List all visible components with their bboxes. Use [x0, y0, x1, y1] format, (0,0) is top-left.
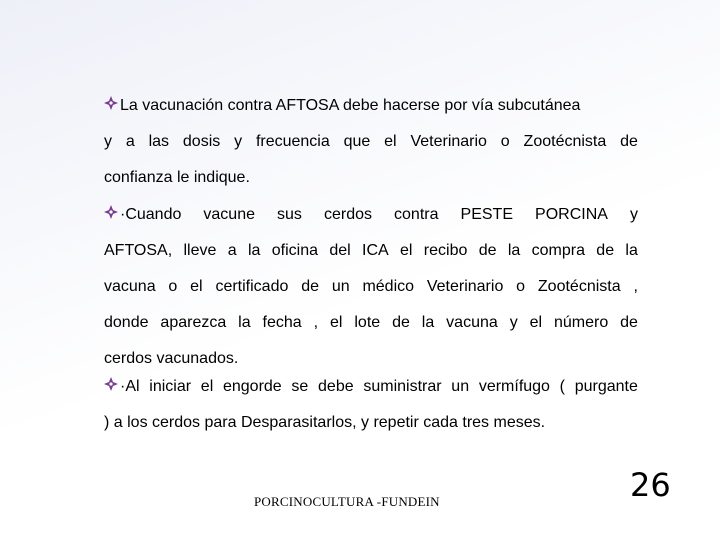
page-number: 26	[630, 466, 671, 504]
line-text: ) a los cerdos para Desparasitarlos, y repetir cada tres meses.	[104, 414, 546, 431]
word: ,	[313, 314, 319, 331]
word: un	[451, 378, 470, 395]
word: el	[400, 242, 413, 259]
diamond-bullet-icon	[104, 377, 118, 391]
word: la	[247, 242, 261, 259]
diamond-bullet-icon	[104, 96, 118, 110]
word: de	[478, 242, 497, 259]
text-line	[104, 405, 638, 441]
text-line	[104, 88, 638, 124]
word: Zootécnista	[523, 133, 607, 150]
word: frecuencia	[255, 133, 330, 150]
text-line	[104, 369, 638, 405]
word: número	[553, 314, 609, 331]
word: aparezca	[160, 314, 227, 331]
word: la	[421, 314, 435, 331]
word: las	[148, 133, 170, 150]
line-text	[120, 197, 638, 233]
line-text	[120, 369, 638, 405]
word: o	[168, 278, 178, 295]
word: y	[509, 314, 518, 331]
word: médico	[362, 278, 415, 295]
word: PESTE	[460, 206, 513, 223]
word: o	[500, 133, 510, 150]
word: cerdos	[323, 206, 372, 223]
word: AFTOSA,	[104, 242, 173, 259]
diamond-bullet-icon	[104, 205, 118, 219]
text-line	[104, 124, 638, 160]
word: Zootécnista	[537, 278, 621, 295]
word: la	[625, 242, 638, 259]
word: engorde	[222, 378, 282, 395]
word: vermífugo	[478, 378, 550, 395]
word: el	[200, 378, 214, 395]
word: que	[343, 133, 371, 150]
word: o	[516, 278, 526, 295]
word: de	[620, 314, 638, 331]
word: debe	[318, 378, 354, 395]
word: oficina	[271, 242, 318, 259]
word: la	[238, 314, 251, 331]
word: suministrar	[363, 378, 442, 395]
word: lleve	[183, 242, 217, 259]
word: dosis	[182, 133, 221, 150]
word: vacuna	[446, 314, 498, 331]
word: la	[507, 242, 521, 259]
word: Veterinario	[426, 278, 504, 295]
word: ·Cuando	[120, 206, 182, 223]
word: a	[125, 133, 135, 150]
word: donde	[104, 314, 149, 331]
word: PORCINA	[535, 206, 608, 223]
word: de	[301, 278, 319, 295]
footer-text: PORCINOCULTURA -FUNDEIN	[254, 494, 440, 509]
line-text: La vacunación contra AFTOSA debe hacerse por vía subcutánea	[120, 97, 581, 114]
word: se	[291, 378, 309, 395]
word: vacune	[203, 206, 255, 223]
word: Veterinario	[410, 133, 487, 150]
word: vacuna	[104, 278, 156, 295]
paragraph-peste-porcina	[104, 197, 638, 377]
word: el	[529, 314, 543, 331]
word: el	[384, 133, 397, 150]
text-line	[104, 305, 638, 341]
word: y	[629, 206, 638, 223]
word: contra	[394, 206, 439, 223]
word: y	[104, 133, 112, 150]
word: a	[227, 242, 237, 259]
word: ·Al	[120, 378, 140, 395]
word: el	[329, 314, 343, 331]
paragraph-vacunacion-aftosa	[104, 88, 638, 196]
text-line	[104, 233, 638, 269]
text-line	[104, 269, 638, 305]
word: y	[234, 133, 243, 150]
word: lote	[354, 314, 381, 331]
word: iniciar	[149, 378, 192, 395]
word: sus	[277, 206, 302, 223]
word: recibo	[423, 242, 468, 259]
word: fecha	[262, 314, 302, 331]
word: el	[190, 278, 203, 295]
word: de	[596, 242, 615, 259]
line-text: cerdos vacunados.	[104, 350, 239, 367]
word: de	[392, 314, 410, 331]
word: un	[331, 278, 350, 295]
word: de	[620, 133, 638, 150]
paragraph-vermifugo	[104, 369, 638, 441]
word: certificado	[215, 278, 289, 295]
word: del	[329, 242, 351, 259]
text-line	[104, 160, 638, 196]
word: compra	[531, 242, 585, 259]
word: ,	[633, 278, 638, 295]
word: (	[559, 378, 565, 395]
word: ICA	[362, 242, 389, 259]
line-text: confianza le indique.	[104, 169, 250, 186]
text-line	[104, 197, 638, 233]
word: purgante	[574, 378, 638, 395]
